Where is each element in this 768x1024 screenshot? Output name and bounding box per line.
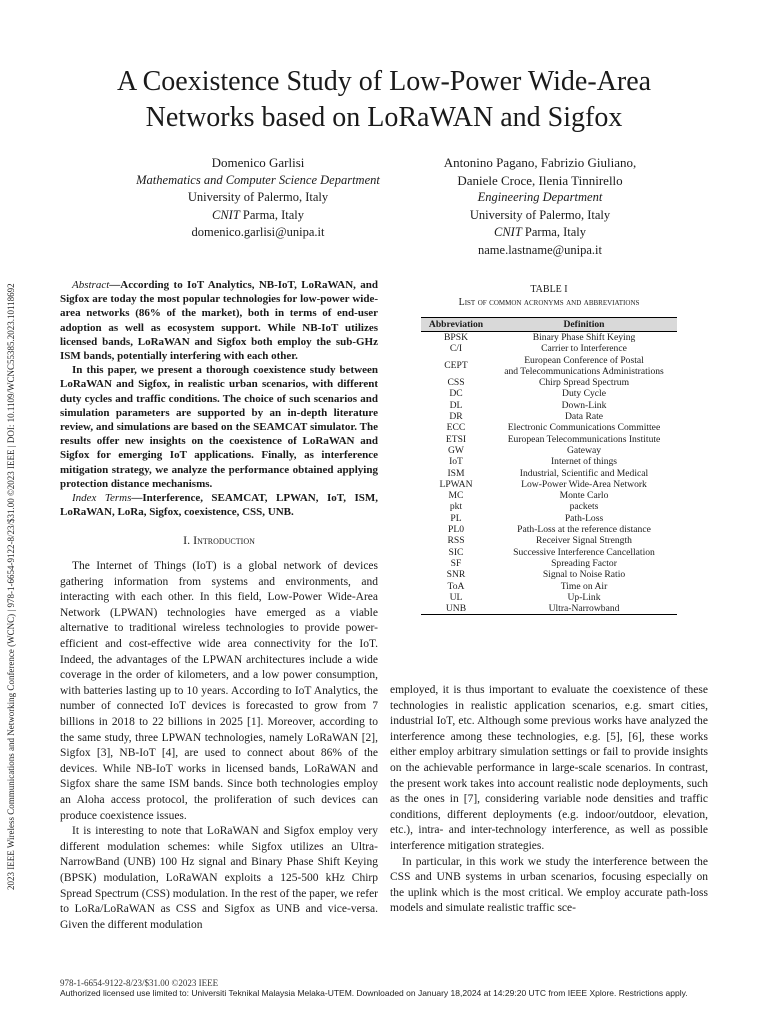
sidebar-citation <box>4 160 20 890</box>
table-cell-definition <box>491 434 677 445</box>
definition-line: Signal to Noise Ratio <box>542 569 626 581</box>
definition-line: Down-Link <box>561 399 607 411</box>
author-left-name: Domenico Garlisi <box>211 155 305 170</box>
table-cell-abbreviation: ETSI <box>445 433 467 445</box>
table-row <box>421 490 677 501</box>
abstract <box>60 278 378 519</box>
table-cell-abbreviation: DL <box>449 399 463 411</box>
author-left-city: Parma, Italy <box>239 207 304 222</box>
author-left <box>108 154 408 242</box>
table-cell-abbreviation: SF <box>450 557 462 569</box>
table-cell-definition <box>491 468 677 479</box>
table-row <box>421 343 677 354</box>
author-left-cnit <box>108 207 408 225</box>
table-cell-definition <box>491 445 677 456</box>
title-line-2: Networks based on LoRaWAN and Sigfox <box>145 102 623 133</box>
author-right-cnit-name: CNIT <box>493 225 522 239</box>
table-cell-abbreviation: PL0 <box>448 524 464 536</box>
table-cell-abbreviation: pkt <box>449 501 463 513</box>
definition-line: European Conference of Postal <box>524 354 644 366</box>
abstract-p1 <box>60 278 378 363</box>
right-paragraph-2: In particular, in this work we study the interference between the CSS and UNB systems in urban scenarios, focusing especially on the uplink which is the most critical. We employ accurate path-loss models and simulate realistic traffic sce- <box>390 855 708 915</box>
table-cell-definition <box>491 592 677 603</box>
author-right-cnit <box>390 224 690 242</box>
author-right-dept: Engineering Department <box>477 190 603 204</box>
author-right <box>390 154 690 259</box>
table-row <box>421 332 677 344</box>
table-cell-definition <box>491 524 677 535</box>
right-paragraph-1: employed, it is thus important to evaluate the coexistence of these technologies in realistic application scenarios, e.g. smart cities, industrial IoT, etc. Although some previous works have analyzed the interference among these technologies, e.g. [5], [6], these works either employ arbitrary simulation settings or fail to provide insights on the achievable performance in large-scale scenarios. In contrast, the present work takes into account realistic node deployments, such as the ones in [7], considering variable node densities and traffic conditions, different deployments (e.g. indoor/outdoor, elevation, etc.), intra- and inter-technology interference, as well as possible interference mitigation strategies. <box>390 684 708 852</box>
table-row <box>421 468 677 479</box>
table-cell-abbreviation: CSS <box>447 377 465 389</box>
table-row <box>421 479 677 490</box>
definition-line: Spreading Factor <box>551 557 617 569</box>
author-left-univ: University of Palermo, Italy <box>187 190 329 204</box>
definition-line: Binary Phase Shift Keying <box>532 332 636 343</box>
table-row <box>421 445 677 456</box>
table-cell-definition <box>491 355 677 378</box>
author-left-email: domenico.garlisi@unipa.it <box>191 225 325 239</box>
definition-line: Up-Link <box>567 591 601 603</box>
acronym-table-block <box>421 283 677 615</box>
table-number: TABLE I <box>530 284 568 295</box>
acronym-table <box>421 317 677 615</box>
table-cell-definition <box>491 558 677 569</box>
index-terms <box>60 491 378 519</box>
table-body <box>421 332 677 615</box>
index-terms-lead: Index Terms <box>72 492 132 505</box>
definition-line: Gateway <box>566 444 602 456</box>
table-cell-definition <box>491 501 677 512</box>
paper-title <box>40 64 728 136</box>
definition-line: Low-Power Wide-Area Network <box>521 478 647 490</box>
table-row <box>421 547 677 558</box>
table-row <box>421 592 677 603</box>
table-row <box>421 524 677 535</box>
table-cell-abbreviation: BPSK <box>444 332 468 343</box>
table-cell-abbreviation: RSS <box>447 535 465 547</box>
definition-line: Data Rate <box>564 411 604 423</box>
table-row <box>421 569 677 580</box>
table-cell-abbreviation: DR <box>449 411 463 423</box>
author-right-names-1: Antonino Pagano, Fabrizio Giuliano, <box>443 155 637 170</box>
definition-line: Electronic Communications Committee <box>507 422 661 434</box>
table-row <box>421 355 677 378</box>
table-row <box>421 422 677 433</box>
table-cell-definition <box>491 490 677 501</box>
intro-paragraph-1: The Internet of Things (IoT) is a global network of devices gathering information from systems and environments, and interacting with each other. In this field, Low-Power Wide-Area Network (LPWAN) technologies have emerged as a viable alternative to traditional wireless technologies to provide power-efficient and cost-effective wide area connectivity for the IoT. Indeed, the advantages of the LPWAN architectures include a wide coverage in the order of kilometers, and a low power consumption, with batteries lasting up to 10 years. According to IoT Analytics, the number of connected IoT devices is forecasted to grow from 7 billions in 2018 to 22 billions in 2025 [1]. Moreover, according to the same study, three LPWAN technologies, namely LoRaWAN [2], Sigfox [3], NB-IoT [4], are used to connect about 86% of the devices. While NB-IoT works in licensed bands, LoRaWAN and Sigfox share the same ISM bands. Since both technologies employ an Aloha access protocol, the proliferation of such devices can produce coexistence issues. <box>60 560 378 822</box>
definition-line: Path-Loss <box>564 512 604 524</box>
table-row <box>421 434 677 445</box>
table-cell-definition <box>491 547 677 558</box>
author-right-univ: University of Palermo, Italy <box>469 207 611 222</box>
table-row <box>421 501 677 512</box>
table-cell-abbreviation: PL <box>450 512 462 524</box>
intro-paragraph-2: It is interesting to note that LoRaWAN and Sigfox employ very different modulation schemes: while Sigfox utilizes an Ultra-NarrowBand (UNB) 100 Hz signal and Binary Phase Shift Keying (BPSK) modulation, LoRaWAN exploits a 125-500 kHz Chirp Spread Spectrum (CSS) modulation. In the rest of the paper, we refer to LoRa/LoRaWAN as CSS and Sigfox as UNB and vice-versa. Given the different modulation <box>60 825 378 931</box>
table-cell-abbreviation: MC <box>448 490 464 502</box>
table-row <box>421 513 677 524</box>
table-row <box>421 400 677 411</box>
table-cell-abbreviation: IoT <box>449 456 463 468</box>
table-cell-definition <box>491 513 677 524</box>
table-cell-abbreviation: ECC <box>446 422 466 434</box>
table-cell-abbreviation: SIC <box>448 546 464 558</box>
definition-line: Monte Carlo <box>559 490 609 502</box>
author-right-names-2: Daniele Croce, Ilenia Tinnirello <box>457 172 623 188</box>
table-header-row <box>421 318 677 332</box>
definition-line: packets <box>569 501 599 513</box>
right-column <box>390 683 708 917</box>
definition-line: Time on Air <box>560 580 608 592</box>
definition-line: Duty Cycle <box>562 388 606 400</box>
table-row <box>421 377 677 388</box>
table-cell-definition <box>491 479 677 490</box>
left-column <box>60 278 378 933</box>
table-row <box>421 388 677 399</box>
abstract-text-1: —According to IoT Analytics, NB-IoT, LoRaWAN, and Sigfox are today the most popular technologies for low-power wide-area networks (86% of the market), both in terms of end-user adoption as well as ecosystem support. While NB-IoT utilizes licensed bands, LoRaWAN and Sigfox both employ the sub-GHz ISM bands, potentially interfering with each other. <box>60 279 378 363</box>
table-cell-definition <box>491 388 677 399</box>
sidebar-citation-text: 2023 IEEE Wireless Communications and Networking Conference (WCNC) | 978-1-6654-9122-8/23/$31.00 ©2023 IEEE | DOI: 10.1109/WCNC55385.2023.10118692 <box>6 283 16 890</box>
table-cell-definition <box>491 400 677 411</box>
definition-line: Receiver Signal Strength <box>536 535 632 547</box>
table-cell-abbreviation: CEPT <box>444 360 468 372</box>
definition-line: Path-Loss at the reference distance <box>517 524 651 536</box>
table-cell-definition <box>491 603 677 615</box>
index-terms-text: —Interference, SEAMCAT, LPWAN, IoT, ISM, LoRaWAN, LoRa, Sigfox, coexistence, CSS, UNB. <box>60 492 378 519</box>
title-line-1: A Coexistence Study of Low-Power Wide-Area <box>116 66 652 97</box>
table-row <box>421 581 677 592</box>
table-cell-definition <box>491 535 677 546</box>
table-cell-abbreviation: LPWAN <box>439 478 473 490</box>
table-cell-definition <box>491 422 677 433</box>
definition-line: Chirp Spread Spectrum <box>538 377 630 389</box>
table-cell-abbreviation: C/I <box>449 343 463 355</box>
table-row <box>421 411 677 422</box>
author-right-city: Parma, Italy <box>521 225 586 239</box>
definition-line: Internet of things <box>550 456 618 468</box>
table-cell-abbreviation: UNB <box>421 603 491 615</box>
table-cell-abbreviation: SNR <box>446 569 466 581</box>
table-cell-definition <box>491 377 677 388</box>
author-left-cnit-name: CNIT <box>211 207 240 222</box>
definition-line: Ultra-Narrowband <box>548 603 620 615</box>
definition-line: European Telecommunications Institute <box>507 433 661 445</box>
table-caption: List of common acronyms and abbreviations <box>458 297 640 308</box>
table-cell-abbreviation: DC <box>449 388 463 400</box>
table-cell-definition <box>491 332 677 344</box>
table-cell-definition <box>491 569 677 580</box>
table-cell-abbreviation: GW <box>448 444 464 456</box>
table-row <box>421 603 677 615</box>
table-cell-abbreviation: ISM <box>447 467 465 479</box>
footer-isbn: 978-1-6654-9122-8/23/$31.00 ©2023 IEEE <box>60 978 219 988</box>
table-row <box>421 558 677 569</box>
table-cell-definition <box>491 456 677 467</box>
definition-line: Successive Interference Cancellation <box>513 546 655 558</box>
abstract-lead: Abstract <box>72 279 110 291</box>
author-right-email: name.lastname@unipa.it <box>478 242 602 257</box>
definition-line: Industrial, Scientific and Medical <box>519 467 649 479</box>
definition-line: Carrier to Interference <box>541 343 627 355</box>
table-header-definition: Definition <box>491 318 677 332</box>
author-left-dept: Mathematics and Computer Science Department <box>136 172 380 187</box>
table-cell-definition <box>491 343 677 354</box>
table-cell-abbreviation: ToA <box>447 580 465 592</box>
table-row <box>421 535 677 546</box>
section-heading-introduction: I. Introduction <box>183 533 255 548</box>
abstract-p2: In this paper, we present a thorough coexistence study between LoRaWAN and Sigfox, in realistic urban scenarios, with different duty cycles and traffic conditions. The choice of such scenarios and simulation parameters are supported by an in-depth literature review, and simulations are based on the SEAMCAT simulator. The results offer new insights on the coexistence of LoRaWAN and Sigfox for emerging IoT applications. Finally, as interference mitigation strategy, we analyze the performance obtained applying protection distance mechanisms. <box>60 364 378 490</box>
table-cell-definition <box>491 581 677 592</box>
table-row <box>421 456 677 467</box>
table-cell-abbreviation: UL <box>449 591 463 603</box>
footer-license: Authorized licensed use limited to: Universiti Teknikal Malaysia Melaka-UTEM. Downloaded on January 18,2024 at 14:29:20 UTC from IEEE Xplore. Restrictions apply. <box>60 988 688 998</box>
table-cell-definition <box>491 411 677 422</box>
table-header-abbreviation: Abbreviation <box>421 318 491 332</box>
definition-line: and Telecommunications Administrations <box>504 365 664 377</box>
